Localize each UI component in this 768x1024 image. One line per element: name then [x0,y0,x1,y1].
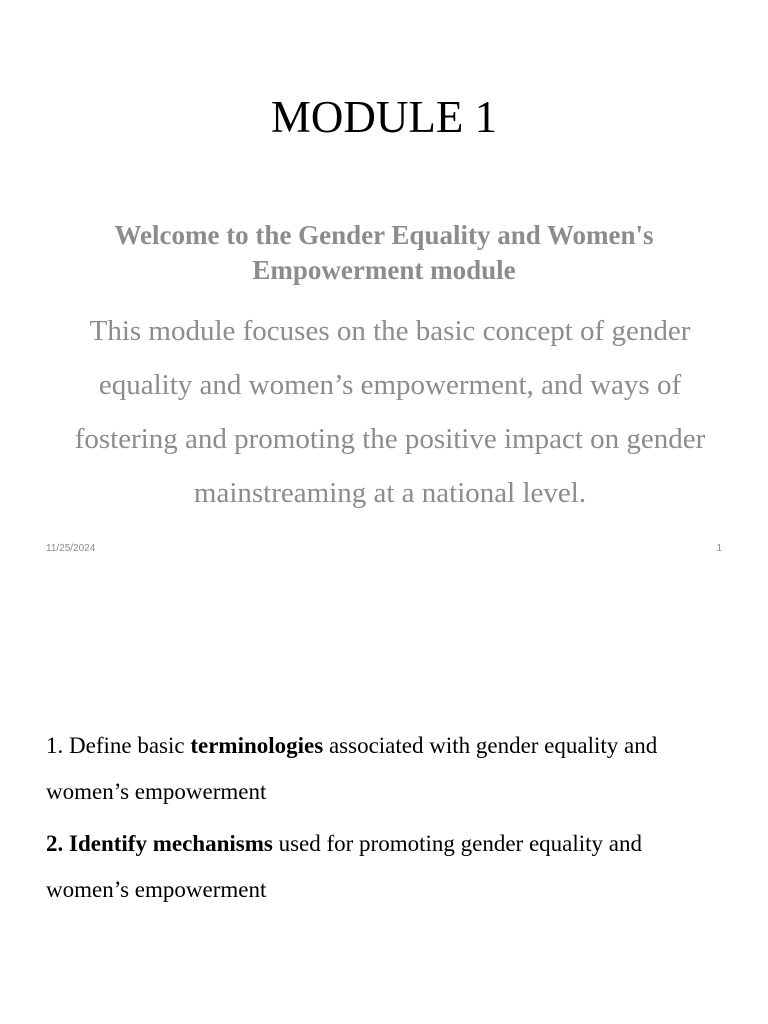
objective-1-number: 1. [46,733,64,758]
objective-2-bold: 2. Identify mechanisms [46,831,273,856]
objective-item-2 [46,821,726,913]
objective-item-1 [46,723,726,815]
objective-1-bold: terminologies [190,733,324,758]
objective-1-lead: Define basic [69,733,191,758]
slide-page-number: 1 [716,543,722,554]
slide-2 [0,570,768,1024]
objectives-list [46,723,726,919]
module-subtitle: Welcome to the Gender Equality and Women's Empowerment module [114,220,654,285]
module-title: MODULE 1 [270,92,498,142]
module-description: This module focuses on the basic concept of gender equality and women’s empowerment, and ways of fostering and promoting the positive impact on gender mainstreaming at a national level. [74,315,706,509]
objective-1-rest: associated with gender equality and women’s empowerment [46,733,658,804]
objective-2-rest: used for promoting gender equality and women’s empowerment [46,831,642,902]
slide-date: 11/25/2024 [46,543,96,554]
